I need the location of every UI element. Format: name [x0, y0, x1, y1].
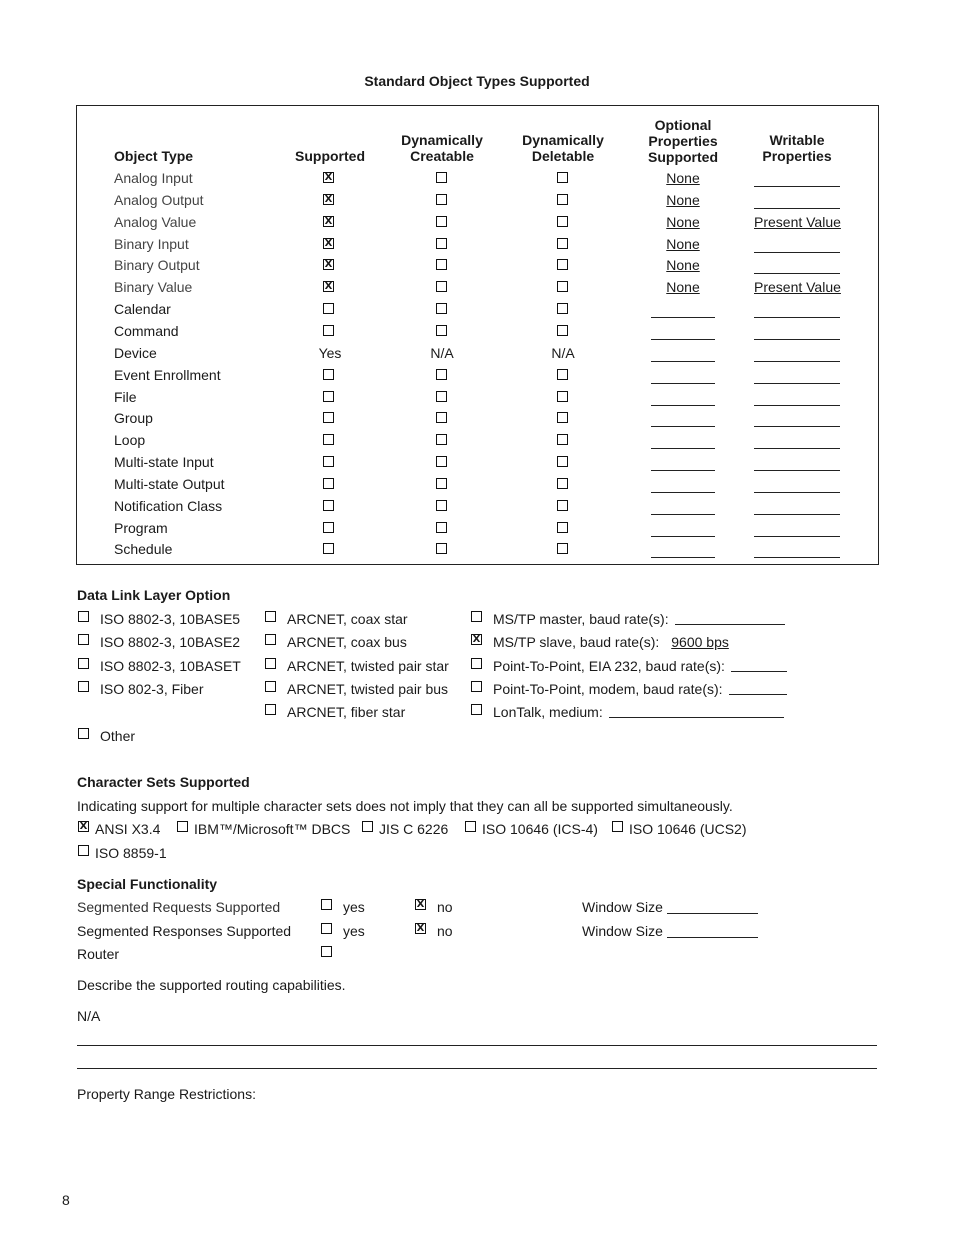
optional-props-value: None — [666, 279, 700, 295]
datalink-checkbox-4[interactable] — [78, 681, 89, 692]
deletable-checkbox-analog-input[interactable] — [557, 172, 568, 183]
supported-checkbox-notification-class[interactable] — [323, 500, 334, 511]
property-range-label: Property Range Restrictions: — [77, 1086, 256, 1102]
supported-checkbox-multi-state-input[interactable] — [323, 456, 334, 467]
datalink-baud-field[interactable] — [675, 624, 785, 625]
supported-checkbox-analog-input[interactable] — [323, 172, 334, 183]
creatable-checkbox-analog-value[interactable] — [436, 216, 447, 227]
creatable-checkbox-analog-output[interactable] — [436, 194, 447, 205]
deletable-checkbox-binary-output[interactable] — [557, 259, 568, 270]
charset-checkbox-2[interactable] — [177, 821, 188, 832]
charsets-note: Indicating support for multiple character sets does not imply that they can all be supported simultaneously. — [77, 798, 733, 814]
supported-checkbox-loop[interactable] — [323, 434, 334, 445]
deletable-checkbox-analog-output[interactable] — [557, 194, 568, 205]
creatable-checkbox-binary-output[interactable] — [436, 259, 447, 270]
optional-props-value: None — [666, 192, 700, 208]
routing-line-2[interactable] — [77, 1068, 877, 1069]
writable-props-field[interactable] — [754, 273, 840, 274]
writable-props-value: Present Value — [754, 279, 841, 295]
object-type-name: Binary Input — [114, 236, 189, 252]
datalink-arcnet-checkbox-4[interactable] — [265, 681, 276, 692]
deletable-checkbox-multi-state-input[interactable] — [557, 456, 568, 467]
seg-responses-window-field[interactable] — [667, 937, 758, 938]
routing-answer: N/A — [77, 1008, 101, 1024]
writable-props-field[interactable] — [754, 361, 840, 362]
seg-requests-yes-checkbox[interactable] — [321, 899, 332, 910]
header-dyn-creatable: Dynamically Creatable — [401, 132, 483, 164]
supported-checkbox-event-enrollment[interactable] — [323, 369, 334, 380]
creatable-text: N/A — [430, 345, 454, 361]
supported-checkbox-group[interactable] — [323, 412, 334, 423]
datalink-serial-checkbox-5[interactable] — [471, 704, 482, 715]
charset-checkbox-1[interactable] — [78, 821, 89, 832]
object-type-name: Schedule — [114, 541, 173, 557]
optional-props-field[interactable] — [651, 426, 715, 427]
writable-props-field[interactable] — [754, 557, 840, 558]
datalink-serial-label: LonTalk, medium: — [493, 704, 603, 720]
deletable-checkbox-notification-class[interactable] — [557, 500, 568, 511]
writable-props-field[interactable] — [754, 448, 840, 449]
supported-checkbox-analog-value[interactable] — [323, 216, 334, 227]
object-type-name: Group — [114, 410, 153, 426]
datalink-arcnet-label: ARCNET, coax bus — [287, 634, 407, 650]
object-type-name: Analog Output — [114, 192, 204, 208]
deletable-checkbox-group[interactable] — [557, 412, 568, 423]
seg-responses-window-label: Window Size — [582, 923, 663, 939]
datalink-serial-label: MS/TP master, baud rate(s): — [493, 611, 669, 627]
datalink-serial-label: Point-To-Point, modem, baud rate(s): — [493, 681, 723, 697]
charset-label: ISO 8859-1 — [95, 845, 167, 861]
header-supported: Supported — [295, 148, 365, 164]
writable-props-field[interactable] — [754, 426, 840, 427]
object-type-name: Analog Input — [114, 170, 193, 186]
datalink-serial-checkbox-1[interactable] — [471, 611, 482, 622]
creatable-checkbox-schedule[interactable] — [436, 543, 447, 554]
datalink-arcnet-label: ARCNET, twisted pair bus — [287, 681, 449, 697]
datalink-checkbox-3[interactable] — [78, 658, 89, 669]
header-object-type: Object Type — [114, 148, 194, 164]
seg-responses-yes-label: yes — [343, 923, 365, 939]
charset-checkbox-3[interactable] — [362, 821, 373, 832]
datalink-arcnet-checkbox-5[interactable] — [265, 704, 276, 715]
router-label: Router — [77, 946, 120, 962]
seg-requests-window-label: Window Size — [582, 899, 663, 915]
writable-props-field[interactable] — [754, 536, 840, 537]
writable-props-field[interactable] — [754, 492, 840, 493]
datalink-option-label: ISO 8802-3, 10BASE5 — [100, 611, 241, 627]
header-writable-props: Writable Properties — [762, 132, 832, 164]
supported-checkbox-multi-state-output[interactable] — [323, 478, 334, 489]
optional-props-field[interactable] — [651, 514, 715, 515]
object-type-name: Binary Value — [114, 279, 193, 295]
object-type-name: Program — [114, 520, 168, 536]
header-optional-props: Optional Properties Supported — [648, 117, 718, 165]
writable-props-value: Present Value — [754, 214, 841, 230]
charset-checkbox-4[interactable] — [465, 821, 476, 832]
seg-responses-label: Segmented Responses Supported — [77, 923, 292, 939]
charset-label: ISO 10646 (UCS2) — [629, 821, 747, 837]
object-type-name: Analog Value — [114, 214, 197, 230]
datalink-checkbox-1[interactable] — [78, 611, 89, 622]
routing-prompt: Describe the supported routing capabilities. — [77, 977, 346, 993]
supported-checkbox-binary-input[interactable] — [323, 238, 334, 249]
object-type-name: Binary Output — [114, 257, 200, 273]
datalink-arcnet-label: ARCNET, coax star — [287, 611, 408, 627]
creatable-checkbox-event-enrollment[interactable] — [436, 369, 447, 380]
datalink-option-label: ISO 8802-3, 10BASE2 — [100, 634, 241, 650]
charset-label: ANSI X3.4 — [95, 821, 161, 837]
datalink-option-label: ISO 802-3, Fiber — [100, 681, 204, 697]
optional-props-field[interactable] — [651, 557, 715, 558]
optional-props-field[interactable] — [651, 361, 715, 362]
datalink-serial-checkbox-2[interactable] — [471, 634, 482, 645]
seg-responses-no-checkbox[interactable] — [415, 923, 426, 934]
creatable-checkbox-multi-state-output[interactable] — [436, 478, 447, 489]
supported-checkbox-analog-output[interactable] — [323, 194, 334, 205]
deletable-checkbox-binary-value[interactable] — [557, 281, 568, 292]
optional-props-field[interactable] — [651, 405, 715, 406]
object-type-name: Command — [114, 323, 179, 339]
charset-checkbox-6[interactable] — [78, 845, 89, 856]
creatable-checkbox-group[interactable] — [436, 412, 447, 423]
writable-props-field[interactable] — [754, 252, 840, 253]
router-checkbox[interactable] — [321, 946, 332, 957]
object-type-name: Calendar — [114, 301, 171, 317]
header-dyn-deletable: Dynamically Deletable — [522, 132, 604, 164]
deletable-checkbox-calendar[interactable] — [557, 303, 568, 314]
writable-props-field[interactable] — [754, 339, 840, 340]
supported-checkbox-program[interactable] — [323, 522, 334, 533]
seg-requests-window-field[interactable] — [667, 913, 758, 914]
datalink-serial-label: MS/TP slave, baud rate(s): — [493, 634, 660, 650]
optional-props-field[interactable] — [651, 492, 715, 493]
creatable-checkbox-binary-value[interactable] — [436, 281, 447, 292]
optional-props-value: None — [666, 236, 700, 252]
datalink-arcnet-checkbox-1[interactable] — [265, 611, 276, 622]
object-type-name: Notification Class — [114, 498, 223, 514]
object-type-name: Loop — [114, 432, 146, 448]
datalink-arcnet-checkbox-2[interactable] — [265, 634, 276, 645]
writable-props-field[interactable] — [754, 405, 840, 406]
optional-props-field[interactable] — [651, 536, 715, 537]
deletable-checkbox-multi-state-output[interactable] — [557, 478, 568, 489]
seg-responses-yes-checkbox[interactable] — [321, 923, 332, 934]
seg-requests-label: Segmented Requests Supported — [77, 899, 281, 915]
supported-checkbox-calendar[interactable] — [323, 303, 334, 314]
deletable-checkbox-program[interactable] — [557, 522, 568, 533]
charsets-title: Character Sets Supported — [77, 774, 250, 790]
writable-props-field[interactable] — [754, 208, 840, 209]
seg-requests-yes-label: yes — [343, 899, 365, 915]
writable-props-field[interactable] — [754, 317, 840, 318]
charset-label: ISO 10646 (ICS-4) — [482, 821, 598, 837]
datalink-baud-field[interactable] — [729, 694, 787, 695]
deletable-checkbox-event-enrollment[interactable] — [557, 369, 568, 380]
datalink-checkbox-2[interactable] — [78, 634, 89, 645]
creatable-checkbox-binary-input[interactable] — [436, 238, 447, 249]
datalink-baud-field[interactable] — [609, 717, 784, 718]
creatable-checkbox-file[interactable] — [436, 391, 447, 402]
data-link-title: Data Link Layer Option — [77, 587, 231, 603]
special-title: Special Functionality — [77, 876, 218, 892]
datalink-arcnet-checkbox-3[interactable] — [265, 658, 276, 669]
seg-requests-no-checkbox[interactable] — [415, 899, 426, 910]
writable-props-field[interactable] — [754, 470, 840, 471]
supported-checkbox-schedule[interactable] — [323, 543, 334, 554]
creatable-checkbox-program[interactable] — [436, 522, 447, 533]
object-types-table — [76, 105, 879, 565]
optional-props-field[interactable] — [651, 448, 715, 449]
creatable-checkbox-notification-class[interactable] — [436, 500, 447, 511]
datalink-serial-label: Point-To-Point, EIA 232, baud rate(s): — [493, 658, 725, 674]
routing-line-1[interactable] — [77, 1045, 877, 1046]
object-type-name: Multi-state Output — [114, 476, 225, 492]
creatable-checkbox-analog-input[interactable] — [436, 172, 447, 183]
optional-props-field[interactable] — [651, 317, 715, 318]
creatable-checkbox-command[interactable] — [436, 325, 447, 336]
deletable-checkbox-analog-value[interactable] — [557, 216, 568, 227]
deletable-text: N/A — [551, 345, 575, 361]
datalink-option-label: ISO 8802-3, 10BASET — [100, 658, 241, 674]
optional-props-value: None — [666, 257, 700, 273]
supported-checkbox-binary-output[interactable] — [323, 259, 334, 270]
supported-checkbox-command[interactable] — [323, 325, 334, 336]
object-type-name: Multi-state Input — [114, 454, 214, 470]
object-type-name: Device — [114, 345, 157, 361]
deletable-checkbox-command[interactable] — [557, 325, 568, 336]
writable-props-field[interactable] — [754, 186, 840, 187]
datalink-other-checkbox[interactable] — [78, 728, 89, 739]
charset-checkbox-5[interactable] — [612, 821, 623, 832]
optional-props-value: None — [666, 214, 700, 230]
datalink-baud-value: 9600 bps — [671, 634, 729, 650]
datalink-arcnet-label: ARCNET, fiber star — [287, 704, 406, 720]
object-type-name: Event Enrollment — [114, 367, 221, 383]
object-type-name: File — [114, 389, 137, 405]
writable-props-field[interactable] — [754, 383, 840, 384]
seg-requests-no-label: no — [437, 899, 453, 915]
optional-props-field[interactable] — [651, 383, 715, 384]
deletable-checkbox-file[interactable] — [557, 391, 568, 402]
supported-checkbox-file[interactable] — [323, 391, 334, 402]
deletable-checkbox-loop[interactable] — [557, 434, 568, 445]
page-number: 8 — [62, 1192, 70, 1208]
supported-checkbox-binary-value[interactable] — [323, 281, 334, 292]
deletable-checkbox-schedule[interactable] — [557, 543, 568, 554]
datalink-serial-checkbox-3[interactable] — [471, 658, 482, 669]
creatable-checkbox-multi-state-input[interactable] — [436, 456, 447, 467]
charset-label: IBM™/Microsoft™ DBCS — [194, 821, 351, 837]
datalink-baud-field[interactable] — [731, 671, 787, 672]
optional-props-field[interactable] — [651, 470, 715, 471]
datalink-other-label: Other — [100, 728, 136, 744]
creatable-checkbox-loop[interactable] — [436, 434, 447, 445]
page-title: Standard Object Types Supported — [364, 73, 590, 89]
deletable-checkbox-binary-input[interactable] — [557, 238, 568, 249]
optional-props-field[interactable] — [651, 339, 715, 340]
writable-props-field[interactable] — [754, 514, 840, 515]
charset-label: JIS C 6226 — [379, 821, 449, 837]
optional-props-value: None — [666, 170, 700, 186]
seg-responses-no-label: no — [437, 923, 453, 939]
datalink-arcnet-label: ARCNET, twisted pair star — [287, 658, 449, 674]
datalink-serial-checkbox-4[interactable] — [471, 681, 482, 692]
supported-text: Yes — [318, 345, 342, 361]
creatable-checkbox-calendar[interactable] — [436, 303, 447, 314]
